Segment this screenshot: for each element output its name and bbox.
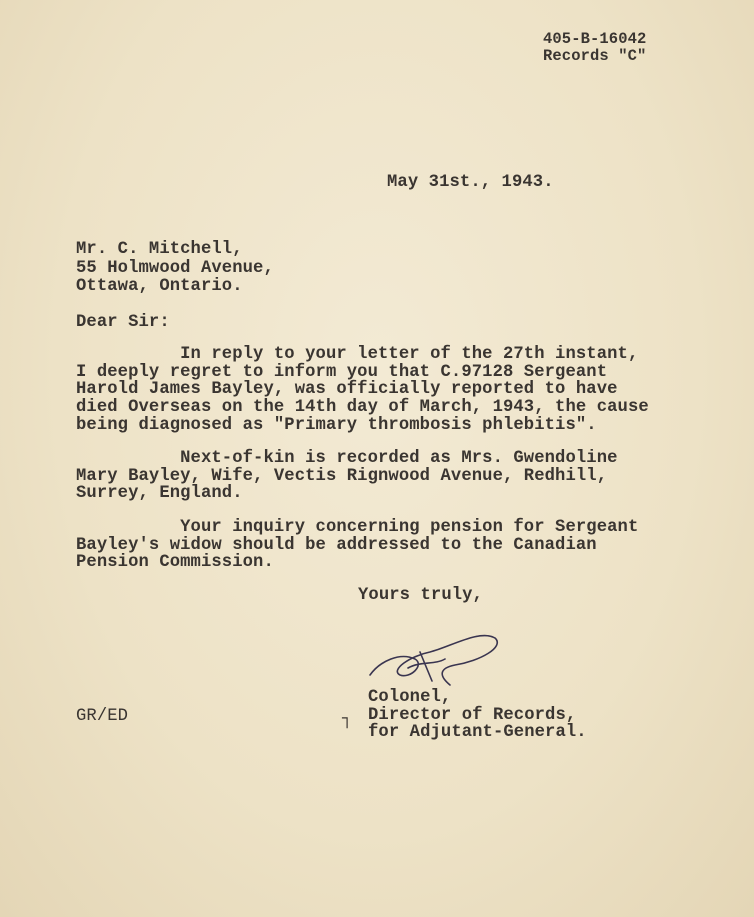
paragraph-next-of-kin: Next-of-kin is recorded as Mrs. Gwendoline Mary Bayley, Wife, Vectis Rignwood Avenue, Redhill, Surrey, England.: [76, 449, 618, 504]
letter-date: May 31st., 1943.: [387, 173, 554, 192]
signer-rank: Colonel,: [368, 688, 452, 707]
typist-initials: GR/ED: [76, 707, 129, 726]
bracket-mark: ┐: [342, 710, 353, 729]
recipient-address: [76, 241, 274, 297]
signer-title: Director of Records,: [368, 705, 577, 725]
recipient-street: 55 Holmwood Avenue,: [76, 258, 274, 278]
recipient-name: Mr. C. Mitchell,: [76, 240, 243, 259]
file-reference: [543, 31, 646, 65]
recipient-city: Ottawa, Ontario.: [76, 277, 243, 296]
file-number: 405-B-16042: [543, 30, 647, 48]
closing: Yours truly,: [358, 586, 483, 605]
paragraph-reply: In reply to your letter of the 27th instant, I deeply regret to inform you that C.97128 Sergeant Harold James Bayley, was officially reported to have died Overseas on the 14th day of March, 1943, the cause being diagnosed as "Primary thrombosis phlebitis".: [76, 345, 649, 435]
paragraph-pension: Your inquiry concerning pension for Sergeant Bayley's widow should be addressed to the Canadian Pension Commission.: [76, 518, 639, 573]
signer-for: for Adjutant-General.: [368, 723, 587, 743]
records-label: Records "C": [543, 47, 647, 65]
signature-block: [368, 689, 587, 742]
salutation: Dear Sir:: [76, 313, 170, 332]
signature: [360, 625, 510, 690]
